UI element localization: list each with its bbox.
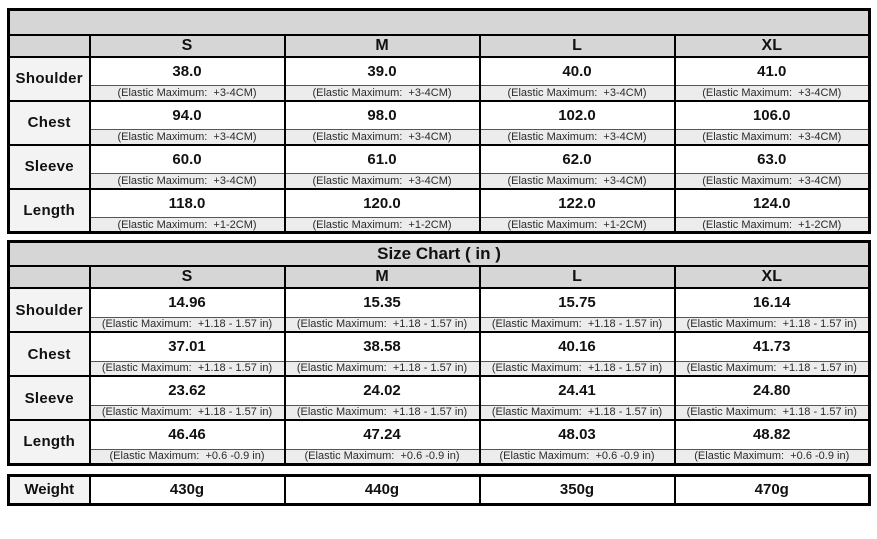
- in-shoulder-elastic-note: (Elastic Maximum: +1.18 - 1.57 in): [480, 317, 675, 332]
- cm-shoulder-value-l: 40.0: [480, 57, 675, 86]
- cm-shoulder-elastic-note: (Elastic Maximum: +3-4CM): [675, 86, 870, 101]
- in-size-header-s: S: [90, 266, 285, 288]
- in-chest-elastic-note: (Elastic Maximum: +1.18 - 1.57 in): [675, 361, 870, 376]
- cm-shoulder-elastic-note: (Elastic Maximum: +3-4CM): [480, 86, 675, 101]
- cm-chest-value-s: 94.0: [90, 101, 285, 130]
- cm-chest-elastic-note: (Elastic Maximum: +3-4CM): [675, 130, 870, 145]
- in-sleeve-value-m: 24.02: [285, 376, 480, 405]
- size-chart-cm-table: [7, 8, 871, 234]
- in-row-label-chest: Chest: [9, 332, 90, 376]
- cm-chest-elastic-note: (Elastic Maximum: +3-4CM): [480, 130, 675, 145]
- in-table-title: Size Chart ( in ): [9, 242, 870, 267]
- cm-chest-value-m: 98.0: [285, 101, 480, 130]
- in-sleeve-value-xl: 24.80: [675, 376, 870, 405]
- cm-row-label-shoulder: Shoulder: [9, 57, 90, 101]
- in-shoulder-value-xl: 16.14: [675, 288, 870, 317]
- in-size-header-m: M: [285, 266, 480, 288]
- cm-size-header-l: L: [480, 35, 675, 57]
- in-shoulder-elastic-note: (Elastic Maximum: +1.18 - 1.57 in): [675, 317, 870, 332]
- weight-value-s: 430g: [90, 475, 285, 504]
- cm-sleeve-elastic-note: (Elastic Maximum: +3-4CM): [90, 174, 285, 189]
- cm-shoulder-value-m: 39.0: [285, 57, 480, 86]
- in-length-elastic-note: (Elastic Maximum: +0.6 -0.9 in): [285, 449, 480, 464]
- cm-shoulder-elastic-note: (Elastic Maximum: +3-4CM): [285, 86, 480, 101]
- weight-value-l: 350g: [480, 475, 675, 504]
- in-length-value-l: 48.03: [480, 420, 675, 449]
- in-row-label-sleeve: Sleeve: [9, 376, 90, 420]
- in-length-elastic-note: (Elastic Maximum: +0.6 -0.9 in): [90, 449, 285, 464]
- cm-row-label-sleeve: Sleeve: [9, 145, 90, 189]
- cm-sleeve-value-s: 60.0: [90, 145, 285, 174]
- in-chest-elastic-note: (Elastic Maximum: +1.18 - 1.57 in): [285, 361, 480, 376]
- cm-length-value-l: 122.0: [480, 189, 675, 218]
- cm-row-label-length: Length: [9, 189, 90, 233]
- cm-sleeve-elastic-note: (Elastic Maximum: +3-4CM): [675, 174, 870, 189]
- cm-length-value-m: 120.0: [285, 189, 480, 218]
- in-length-value-m: 47.24: [285, 420, 480, 449]
- cm-length-value-s: 118.0: [90, 189, 285, 218]
- cm-size-header-s: S: [90, 35, 285, 57]
- in-row-label-shoulder: Shoulder: [9, 288, 90, 332]
- weight-table: [7, 474, 871, 506]
- in-size-header-xl: XL: [675, 266, 870, 288]
- weight-row-label: Weight: [9, 475, 90, 504]
- in-row-label-length: Length: [9, 420, 90, 464]
- cm-chest-elastic-note: (Elastic Maximum: +3-4CM): [285, 130, 480, 145]
- cm-length-elastic-note: (Elastic Maximum: +1-2CM): [480, 218, 675, 233]
- cm-row-label-chest: Chest: [9, 101, 90, 145]
- in-sleeve-value-l: 24.41: [480, 376, 675, 405]
- cm-shoulder-value-xl: 41.0: [675, 57, 870, 86]
- cm-sleeve-value-xl: 63.0: [675, 145, 870, 174]
- cm-length-elastic-note: (Elastic Maximum: +1-2CM): [285, 218, 480, 233]
- in-shoulder-value-s: 14.96: [90, 288, 285, 317]
- in-length-value-s: 46.46: [90, 420, 285, 449]
- in-length-elastic-note: (Elastic Maximum: +0.6 -0.9 in): [675, 449, 870, 464]
- cm-sleeve-value-l: 62.0: [480, 145, 675, 174]
- cm-shoulder-elastic-note: (Elastic Maximum: +3-4CM): [90, 86, 285, 101]
- in-chest-elastic-note: (Elastic Maximum: +1.18 - 1.57 in): [480, 361, 675, 376]
- in-sleeve-elastic-note: (Elastic Maximum: +1.18 - 1.57 in): [285, 405, 480, 420]
- in-chest-value-l: 40.16: [480, 332, 675, 361]
- cm-length-value-xl: 124.0: [675, 189, 870, 218]
- cm-length-elastic-note: (Elastic Maximum: +1-2CM): [90, 218, 285, 233]
- in-size-header-l: L: [480, 266, 675, 288]
- cm-chest-elastic-note: (Elastic Maximum: +3-4CM): [90, 130, 285, 145]
- in-sleeve-elastic-note: (Elastic Maximum: +1.18 - 1.57 in): [480, 405, 675, 420]
- cm-corner-cell: [9, 35, 90, 57]
- cm-chest-value-xl: 106.0: [675, 101, 870, 130]
- weight-value-xl: 470g: [675, 475, 870, 504]
- in-chest-value-xl: 41.73: [675, 332, 870, 361]
- weight-value-m: 440g: [285, 475, 480, 504]
- cm-sleeve-value-m: 61.0: [285, 145, 480, 174]
- cm-size-header-xl: XL: [675, 35, 870, 57]
- cm-size-header-m: M: [285, 35, 480, 57]
- in-shoulder-elastic-note: (Elastic Maximum: +1.18 - 1.57 in): [285, 317, 480, 332]
- cm-length-elastic-note: (Elastic Maximum: +1-2CM): [675, 218, 870, 233]
- in-sleeve-elastic-note: (Elastic Maximum: +1.18 - 1.57 in): [90, 405, 285, 420]
- cm-sleeve-elastic-note: (Elastic Maximum: +3-4CM): [285, 174, 480, 189]
- in-shoulder-elastic-note: (Elastic Maximum: +1.18 - 1.57 in): [90, 317, 285, 332]
- in-chest-value-s: 37.01: [90, 332, 285, 361]
- cm-chest-value-l: 102.0: [480, 101, 675, 130]
- cm-sleeve-elastic-note: (Elastic Maximum: +3-4CM): [480, 174, 675, 189]
- in-chest-value-m: 38.58: [285, 332, 480, 361]
- in-sleeve-elastic-note: (Elastic Maximum: +1.18 - 1.57 in): [675, 405, 870, 420]
- cm-shoulder-value-s: 38.0: [90, 57, 285, 86]
- in-corner-cell: [9, 266, 90, 288]
- in-length-value-xl: 48.82: [675, 420, 870, 449]
- in-sleeve-value-s: 23.62: [90, 376, 285, 405]
- in-shoulder-value-m: 15.35: [285, 288, 480, 317]
- in-chest-elastic-note: (Elastic Maximum: +1.18 - 1.57 in): [90, 361, 285, 376]
- cm-table-title: [9, 10, 870, 35]
- in-length-elastic-note: (Elastic Maximum: +0.6 -0.9 in): [480, 449, 675, 464]
- in-shoulder-value-l: 15.75: [480, 288, 675, 317]
- size-chart-in-table: [7, 240, 871, 466]
